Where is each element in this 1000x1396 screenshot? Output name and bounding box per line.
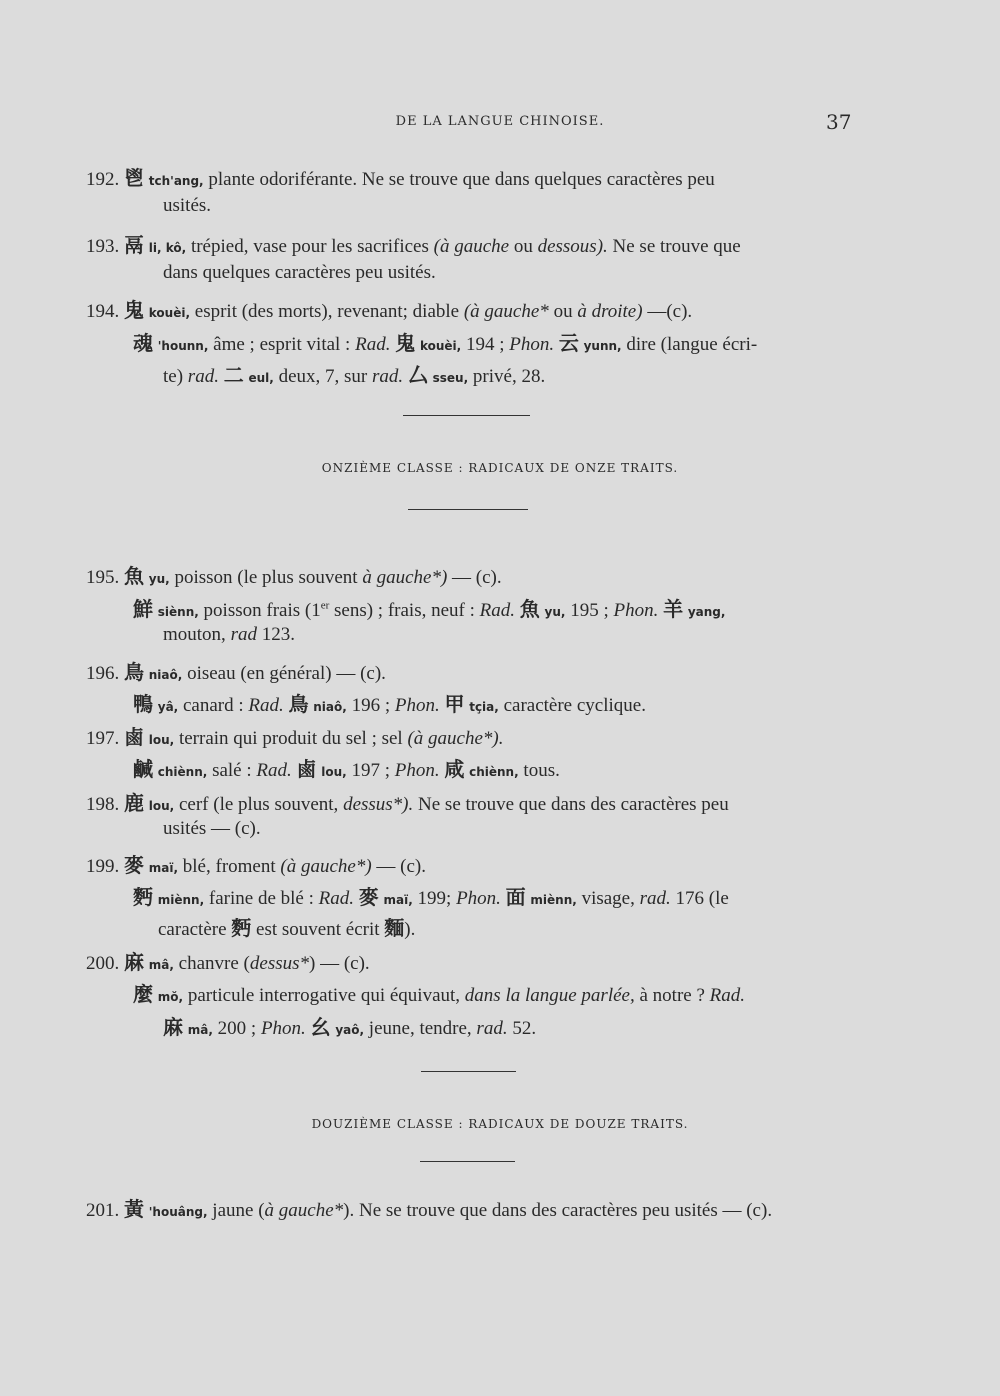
entry-number: 195. [86, 567, 120, 588]
entry-192-line-1 [86, 162, 715, 191]
radical-character: 二 [223, 363, 244, 387]
romanization: kouèi, [148, 306, 191, 320]
definition-text: 197 ; [351, 760, 390, 781]
romanization: chiènn, [469, 765, 519, 779]
definition-text: est souvent écrit [256, 919, 380, 940]
radical-character: 厶 [407, 363, 428, 387]
definition-text: plante odoriférante. Ne se trouve que dans quelques caractères peu [208, 169, 715, 190]
romanization: niaô, [148, 668, 183, 682]
radical-character: 鹵 [296, 757, 317, 781]
definition-text: particule interrogative qui équivaut, [187, 985, 461, 1006]
phonetic-character: 幺 [310, 1015, 331, 1039]
variant-character: 麪 [231, 916, 252, 940]
definition-text: dans la langue parlée, [464, 985, 635, 1006]
radical-character: 魚 [519, 597, 540, 621]
running-head: DE LA LANGUE CHINOISE. [395, 114, 605, 129]
definition-text: caractère cyclique. [503, 695, 646, 716]
section-divider [403, 415, 530, 416]
definition-text: 196 ; [351, 695, 391, 716]
rad-label: Rad. [355, 334, 391, 355]
position-note: (à gauche* [463, 301, 549, 322]
definition-text: 123. [261, 624, 295, 645]
entry-198-line-1 [86, 787, 729, 816]
definition-text: Ne se trouve que dans des caractères peu [418, 794, 729, 815]
definition-text: esprit (des morts), revenant; diable [194, 301, 460, 322]
entry-197-line-1 [86, 721, 503, 750]
entry-194-line-1 [86, 294, 692, 323]
romanization: yunn, [583, 339, 622, 353]
entry-number: 198. [86, 794, 120, 815]
radical-character: 鬲 [124, 233, 144, 257]
radical-character: 鬼 [124, 298, 144, 322]
romanization: eul, [248, 371, 274, 385]
phonetic-character: 云 [558, 331, 579, 355]
definition-text: terrain qui produit du sel ; sel [178, 728, 403, 749]
romanization: miènn, [157, 893, 205, 907]
entry-number: 196. [86, 663, 120, 684]
definition-text: poisson (le plus souvent [174, 567, 358, 588]
definition-text: 199; [417, 888, 452, 909]
romanization: tçia, [469, 700, 499, 714]
radical-character: 麻 [124, 950, 144, 974]
phonetic-character: 咸 [444, 757, 465, 781]
radical-character: 鳥 [124, 660, 144, 684]
definition-text: usités — (c). [163, 818, 261, 839]
ordinal-suffix: er [320, 599, 330, 612]
entry-199-example-line-2 [158, 912, 415, 941]
radical-character: 黃 [124, 1197, 144, 1221]
derived-character: 魂 [133, 331, 153, 355]
definition-text: tous. [523, 760, 560, 781]
radical-character: 鹿 [124, 791, 144, 815]
definition-text: 194 ; [465, 334, 505, 355]
rad-label: rad. [187, 366, 219, 387]
definition-text: 200 ; [217, 1018, 257, 1039]
romanization: niaô, [313, 700, 347, 714]
rad-label: Rad. [248, 695, 284, 716]
position-note: dessous). [537, 236, 608, 257]
definition-text: 52. [512, 1018, 537, 1039]
romanization: kouèi, [419, 339, 462, 353]
entry-193-line-1 [86, 229, 741, 258]
definition-text: poisson frais (1 [203, 600, 321, 621]
entry-194-example-line-2 [163, 359, 545, 388]
radical-character: 麥 [358, 885, 379, 909]
definition-text: visage, [581, 888, 635, 909]
definition-text: ou [553, 301, 573, 322]
rad-label: rad. [371, 366, 404, 387]
position-note: dessus*). [343, 794, 414, 815]
position-note: à gauche*) [362, 567, 448, 588]
definition-text: ) — (c). [309, 953, 370, 974]
romanization: yu, [148, 572, 170, 586]
entry-number: 197. [86, 728, 120, 749]
romanization: yaô, [335, 1023, 365, 1037]
radical-character: 鬼 [395, 331, 416, 355]
entry-number: 201. [86, 1200, 120, 1221]
romanization: 'hounn, [157, 339, 209, 353]
phonetic-character: 羊 [663, 597, 684, 621]
phon-label: Phon. [394, 695, 440, 716]
entry-number: 200. [86, 953, 120, 974]
radical-character: 魚 [124, 564, 144, 588]
romanization: sseu, [432, 371, 469, 385]
entry-196-example-line-1 [133, 688, 646, 717]
entry-199-example-line-1 [133, 881, 729, 910]
entry-195-line-1 [86, 560, 502, 589]
definition-text: — (c). [452, 567, 502, 588]
phon-label: Phon. [394, 760, 440, 781]
entry-194-example-line-1 [133, 327, 757, 356]
definition-text: canard : [182, 695, 244, 716]
definition-text: usités. [163, 195, 212, 216]
definition-text: deux, 7, sur [278, 366, 368, 387]
entry-198-line-2 [163, 818, 261, 840]
entry-201-line-1 [86, 1193, 772, 1222]
class-12-heading: DOUZIÈME CLASSE : RADICAUX DE DOUZE TRAITS. [311, 1117, 689, 1131]
definition-text: âme ; esprit vital : [213, 334, 351, 355]
phon-label: Phon. [260, 1018, 306, 1039]
rad-label: Rad. [256, 760, 292, 781]
definition-text: ). [404, 919, 416, 940]
derived-character: 鹹 [133, 757, 153, 781]
definition-text: dans quelques caractères peu usités. [163, 262, 436, 283]
definition-text: 195 ; [570, 600, 609, 621]
romanization: lou, [148, 799, 175, 813]
phon-label: Phon. [456, 888, 501, 909]
definition-text: cerf (le plus souvent, [178, 794, 339, 815]
romanization: lou, [321, 765, 347, 779]
phon-label: Phon. [509, 334, 555, 355]
romanization: lou, [148, 733, 175, 747]
position-note: dessus* [249, 953, 310, 974]
definition-text: mouton, [163, 624, 226, 645]
romanization: maï, [383, 893, 413, 907]
entry-number: 199. [86, 856, 120, 877]
romanization: siènn, [157, 605, 199, 619]
definition-text: — (c). [376, 856, 427, 877]
radical-character: 鬯 [124, 166, 144, 190]
definition-text: jaune ( [212, 1200, 265, 1221]
rad-label: Rad. [318, 888, 354, 909]
romanization: yâ, [157, 700, 179, 714]
rad-label: Rad. [479, 600, 515, 621]
definition-text: privé, 28. [472, 366, 546, 387]
definition-text: dire (langue écri- [626, 334, 758, 355]
definition-text: à notre ? [639, 985, 705, 1006]
romanization: li, kô, [148, 241, 187, 255]
position-note: à droite) [577, 301, 643, 322]
position-note: à gauche* [264, 1200, 344, 1221]
phon-label: Phon. [613, 600, 659, 621]
definition-text: sens) ; frais, neuf : [334, 600, 475, 621]
rad-label: Rad. [709, 985, 745, 1006]
section-divider [408, 509, 528, 510]
entry-number: 193. [86, 236, 120, 257]
entry-number: 192. [86, 169, 120, 190]
derived-character: 麼 [133, 982, 153, 1006]
derived-character: 麪 [133, 885, 153, 909]
entry-200-example-line-2 [163, 1011, 536, 1040]
definition-text: farine de blé : [208, 888, 314, 909]
romanization: mâ, [148, 958, 174, 972]
definition-text: Ne se trouve que [612, 236, 741, 257]
rad-label: rad. [639, 888, 671, 909]
variant-character: 麵 [384, 916, 405, 940]
entry-200-line-1 [86, 946, 370, 975]
radical-character: 鳥 [288, 692, 309, 716]
romanization: miènn, [530, 893, 577, 907]
definition-text: 176 (le [675, 888, 729, 909]
entry-193-line-2 [163, 262, 436, 284]
definition-text: jeune, tendre, [368, 1018, 472, 1039]
entry-199-line-1 [86, 849, 426, 878]
radical-character: 麻 [163, 1015, 183, 1039]
entry-196-line-1 [86, 656, 386, 685]
definition-text: trépied, vase pour les sacrifices [190, 236, 429, 257]
definition-text: ou [513, 236, 533, 257]
romanization: yang, [687, 605, 726, 619]
romanization: yu, [544, 605, 566, 619]
romanization: mâ, [187, 1023, 213, 1037]
section-divider [421, 1071, 516, 1072]
entry-200-example-line-1 [133, 978, 745, 1007]
romanization: mŏ, [157, 990, 184, 1004]
definition-text: salé : [212, 760, 252, 781]
romanization: chiènn, [157, 765, 208, 779]
definition-text: blé, froment [182, 856, 276, 877]
romanization: 'houâng, [148, 1205, 208, 1219]
derived-character: 鮮 [133, 597, 153, 621]
position-note: (à gauche [433, 236, 510, 257]
definition-text: caractère [158, 919, 227, 940]
rad-label: rad. [476, 1018, 508, 1039]
radical-character: 鹵 [124, 725, 144, 749]
entry-192-line-2 [163, 195, 211, 217]
phonetic-character: 甲 [444, 692, 465, 716]
position-note: (à gauche*) [280, 856, 372, 877]
definition-text: ). Ne se trouve que dans des caractères peu usités — (c). [343, 1200, 773, 1221]
phonetic-character: 面 [505, 885, 526, 909]
class-11-heading: ONZIÈME CLASSE : RADICAUX DE ONZE TRAITS. [321, 461, 679, 475]
definition-text: te) [163, 366, 184, 387]
derived-character: 鴨 [133, 692, 153, 716]
entry-195-example-line-1 [133, 593, 725, 622]
entry-number: 194. [86, 301, 120, 322]
entry-195-example-line-2 [163, 624, 295, 646]
definition-text: —(c). [647, 301, 693, 322]
definition-text: chanvre ( [178, 953, 250, 974]
radical-character: 麥 [124, 853, 144, 877]
definition-text: oiseau (en général) — (c). [187, 663, 386, 684]
rad-label: rad [230, 624, 257, 645]
section-divider [420, 1161, 515, 1162]
page-number: 37 [826, 110, 852, 134]
romanization: maï, [148, 861, 179, 875]
romanization: tch'ang, [148, 174, 204, 188]
position-note: (à gauche*). [407, 728, 504, 749]
entry-197-example-line-1 [133, 753, 560, 782]
